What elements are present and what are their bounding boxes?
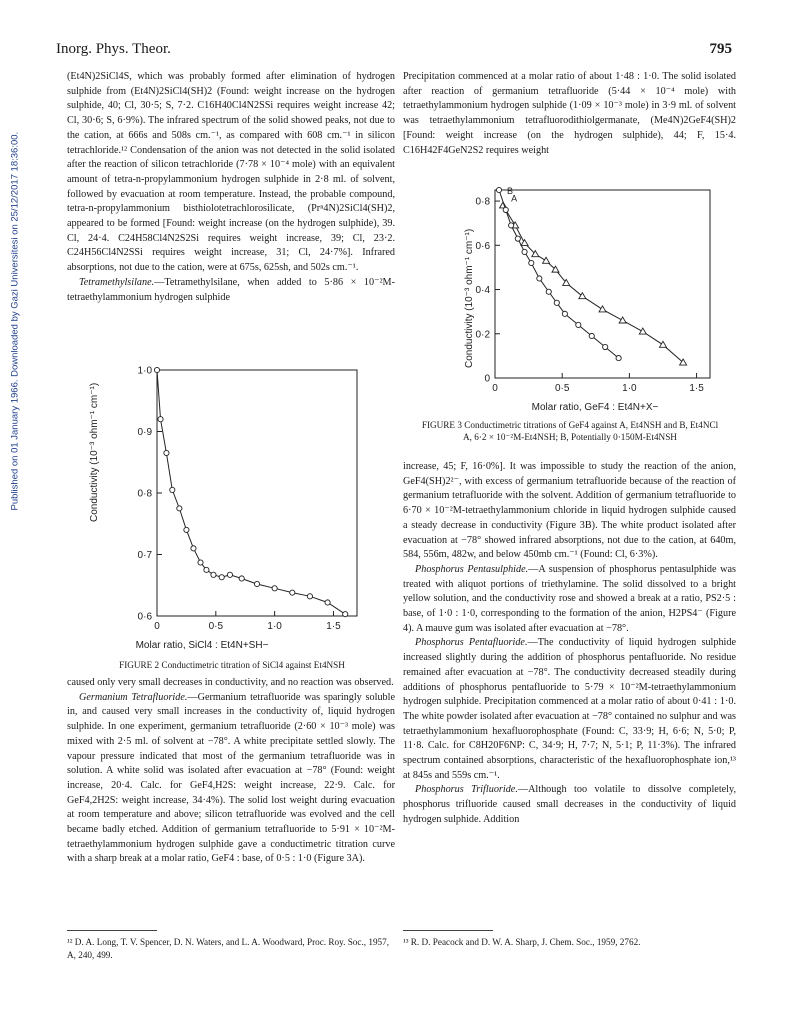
fig3-data-point [639,328,646,334]
fig3-data-point [521,240,528,246]
fig3-data-point [603,344,608,349]
fig2-data-point [204,567,209,572]
right-mid-paragraph: increase, 45; F, 16·0%]. It was impossible to study the reaction of the anion, GeF4(SH)2²⁻, with excess of germanium tetrafluoride because of the reaction of germanium tetrafluoride with the solvent. Addition of germanium tetrafluoride to 6·70 × 10⁻²M-tetraethylammonium chloride in liquid hydrogen sulphide caused a steady decrease in conductivity (Figure 3B). The white product isolated after evacuation at −78° showed infrared absorptions, not due to the cation, at 640m, 584, 556m, 482w, and below 450mb cm.⁻¹ (Found: Cl, 6·3%). [403,461,736,561]
fig3-y-axis-label: Conductivity (10⁻³ ohm⁻¹ cm⁻¹) [464,228,475,368]
fig2-x-tick-label: 1·5 [326,621,341,632]
ppf-heading: Phosphorus Pentafluoride. [415,637,528,649]
left-bottom-text [67,676,395,867]
tms-text: —Tetramethylsilane, when added to 5·86 × 10⁻²M-tetraethylammonium hydrogen sulphide [67,276,395,303]
right-top-text [403,70,736,158]
ge-heading: Germanium Tetrafluoride. [79,691,188,703]
fig3-data-point [554,300,559,305]
fig2-x-axis-label: Molar ratio, SiCl4 : Et4N+SH− [135,640,269,651]
page-number: 795 [709,41,732,57]
fig3-series-label-B: B [507,186,514,196]
fig2-data-point [239,576,244,581]
ppf-text: —The conductivity of liquid hydrogen sulphide increased slightly during the addition of phosphorus pentafluoride. No residue remained after evacuation at −78°. The conductivity decreased steadily during additions of phosphorus pentafluoride to 5·79 × 10⁻²M-tetraethylammonium hydrogen sulphide. Precipitation commenced at a molar ratio of about 0·41 : 1·0. The white powder isolated after evacuation at −78° contained no sulphur and was tetraethylammonium hexafluorophosphate (Found: C, 33·9; H, 6·6; N, 5·0; P, 11·8. Calc. for C8H20F6NP: C, 34·9; H, 7·7; N, 5·1; P, 11·3%). The infrared spectrum contained absorptions, characteristic of the hexafluorophosphate ion,¹³ at 845s and 559s cm.⁻¹. [403,637,737,781]
fig3-x-tick-label: 1·5 [689,383,704,394]
right-lower-text [403,460,736,828]
ptf-heading: Phosphorus Trifluoride. [415,784,518,796]
left-top-text [67,70,395,305]
fig2-data-point [307,594,312,599]
fig2-data-point [158,417,163,422]
fig2-data-point [211,572,216,577]
figure-3-caption-line2: A, 6·2 × 10⁻²M-Et4NSH; B, Potentially 0·150M-Et4NSH [463,432,677,442]
fig2-x-tick-label: 0·5 [208,621,224,632]
left-bottom-paragraph: caused only very small decreases in conductivity, and no reaction was observed. [67,677,394,688]
tms-heading: Tetramethylsilane. [79,276,155,288]
fig3-data-point [576,322,581,327]
fig2-data-point [154,367,159,372]
fig2-data-point [343,612,348,617]
fig3-y-tick-label: 0·8 [475,196,490,208]
ge-text: —Germanium tetrafluoride was sparingly soluble in, and caused very small increases in the conductivity of, liquid hydrogen sulphide. In one experiment, germanium tetrafluoride (2·60 × 10⁻³ mole) was mixed with 2·5 ml. of solvent at −78°. A white precipitate settled slowly. The vapour pressure indicated that most of the germanium tetrafluoride was in solution. A white solid was isolated after evacuation at −78° (Found: weight increase, 20·4. Calc. for GeF4,H2S: weight increase, 22·9. Calc. for GeF4,2H2S: weight increase, 34·4%). The solid lost weight during evacuation at room temperature and above; silicon tetrafluoride was evolved and the cell became badly etched. Addition of germanium tetrafluoride to 5·91 × 10⁻²M-tetraethylammonium hydrogen sulphide gave a conductimetric titration curve with a sharp break at a molar ratio, GeF4 : base, of 0·5 : 1·0 (Figure 3A). [67,691,395,865]
fig2-plot-frame [157,370,357,616]
fig2-y-tick-label: 0·6 [137,611,152,623]
download-notice: Published on 01 January 1966. Downloaded by Gazi Universitesi on 25/12/2017 18:36:00. [9,131,21,511]
fig3-y-tick-label: 0 [484,373,490,385]
fig3-data-point [562,311,567,316]
fig2-y-tick-label: 0·9 [137,427,152,438]
figure-3-caption-line1: FIGURE 3 Conductimetric titrations of GeF4 against A, Et4NSH and B, Et4NCl [421,420,719,430]
fig3-data-point [529,260,534,265]
fig2-data-point [191,546,196,551]
fig3-data-point [503,207,508,212]
fig2-data-point [170,487,175,492]
fig3-x-axis-label: Molar ratio, GeF4 : Et4N+X− [531,402,659,413]
fig3-x-tick-label: 1·0 [622,383,637,394]
pps-heading: Phosphorus Pentasulphide. [415,563,529,575]
fig3-data-point [619,317,626,323]
fig2-series-line [157,370,345,614]
fig3-data-point [509,223,514,228]
fig2-y-tick-label: 0·7 [137,550,152,561]
figure-3-caption [405,419,735,443]
fig3-data-point [515,236,520,241]
fig2-data-point [254,581,259,586]
fig2-data-point [164,450,169,455]
fig2-data-point [184,527,189,532]
fig3-data-point [616,355,621,360]
fig3-data-point [589,333,594,338]
fig3-data-point [659,341,666,347]
fig3-y-tick-label: 0·6 [475,240,490,252]
figure-3-chart [405,178,735,418]
fig3-data-point [599,306,606,312]
fig2-data-point [290,590,295,595]
fig2-data-point [198,560,203,565]
fig3-x-tick-label: 0·5 [554,383,570,394]
footnote-rule-left [67,930,157,931]
fig2-data-point [272,586,277,591]
fig3-y-tick-label: 0·2 [475,329,490,341]
fig2-y-tick-label: 1·0 [137,365,152,377]
fig2-x-tick-label: 0 [154,621,160,632]
fig2-data-point [325,600,330,605]
ptf-text: —Although too volatile to dissolve completely, phosphorus trifluoride caused small decreases in the conductivity of liquid hydrogen sulphide. Addition [403,784,736,825]
left-top-paragraph: (Et4N)2SiCl4S, which was probably formed after elimination of hydrogen sulphide from (Et4N)2SiCl4(SH)2 (Found: weight increase on the hydrogen sulphide, 40; Cl, 30·5; S, 7·2. C16H40Cl4N2SSi requires weight increase 42; Cl, 30·6; S, 6·9%). The infrared spectrum of the solid showed peaks, not due to the cation, at 666s and 508s cm.⁻¹, as compared with 608 cm.⁻¹ in silicon tetrachloride.¹² Condensation of the anion was not detected in the solid isolated after the reaction of silicon tetrachloride (7·78 × 10⁻⁴ mole) with an equivalent amount of tetra-n-propylammonium hydrogen sulphide in 2·8 ml. of solvent, followed by evacuation at room temperature. Instead, the probable compound, tetra-n-propylammonium bisthiolotetrachlorosilicate, (Prⁿ4N)2SiCl4(SH)2, appeared to be formed [Found: weight increase (on the hydrogen sulphide), 39. Cl, 24·4. C24H58Cl4N2S2Si requires weight increase, 39; Cl, 23·2. C24H56Cl4N2SSi requires weight increase, 31; Cl, 24·7%]. Infrared absorptions, not due to the cation, were at 675s, 625sh, and 502s cm.⁻¹. [67,71,395,274]
fig3-data-point [546,289,551,294]
fig3-series-label-A: A [511,193,518,204]
footnote-right: ¹³ R. D. Peacock and D. W. A. Sharp, J. Chem. Soc., 1959, 2762. [403,937,641,947]
fig2-x-tick-label: 1·0 [267,621,282,632]
fig3-data-point [543,257,550,263]
fig2-data-point [227,572,232,577]
fig3-data-point [496,187,501,192]
figure-2-chart [62,362,392,654]
fig3-plot-frame [495,190,710,378]
fig3-y-tick-label: 0·4 [475,285,490,297]
fig2-y-tick-label: 0·8 [137,488,152,500]
fig3-x-tick-label: 0 [492,383,498,394]
fig2-y-axis-label: Conductivity (10⁻³ ohm⁻¹ cm⁻¹) [89,382,100,522]
fig3-data-point [537,276,542,281]
footnote-rule-right [403,930,493,931]
figure-2-caption: FIGURE 2 Conductimetric titration of SiCl4 against Et4NSH [119,660,345,670]
fig3-series-line-A [503,205,683,362]
fig3-data-point [522,249,527,254]
right-top-paragraph: Precipitation commenced at a molar ratio of about 1·48 : 1·0. The solid isolated after reaction of germanium tetrafluoride (5·44 × 10⁻⁴ mole) with tetraethylammonium hydrogen sulphide (1·09 × 10⁻³ mole) in 3·9 ml. of solvent was tetraethylammonium tetrafluorodithiolgermanate, (Me4N)2GeF4(SH)2 [Found: weight increase (on the hydrogen sulphide), 44; F, 15·4. C16H42F4GeN2S2 requires weight [403,71,736,156]
fig2-data-point [219,575,224,580]
fig2-data-point [177,506,182,511]
pps-text: —A suspension of phosphorus pentasulphide was treated with aliquot portions of triethylamine. The solid dissolved to a bright yellow solution, and the conductivity rose and showed a break at a ratio, PS2·5 : base, of 1·0 : 1·0, corresponding to the formation of the anion, H2PS4⁻ (Figure 4). A mauve gum was isolated after evacuation at −78°. [403,563,737,634]
footnote-left: ¹² D. A. Long, T. V. Spencer, D. N. Waters, and L. A. Woodward, Proc. Roy. Soc., 1957, A, 240, 499. [67,937,390,960]
journal-title: Inorg. Phys. Theor. [56,41,171,57]
